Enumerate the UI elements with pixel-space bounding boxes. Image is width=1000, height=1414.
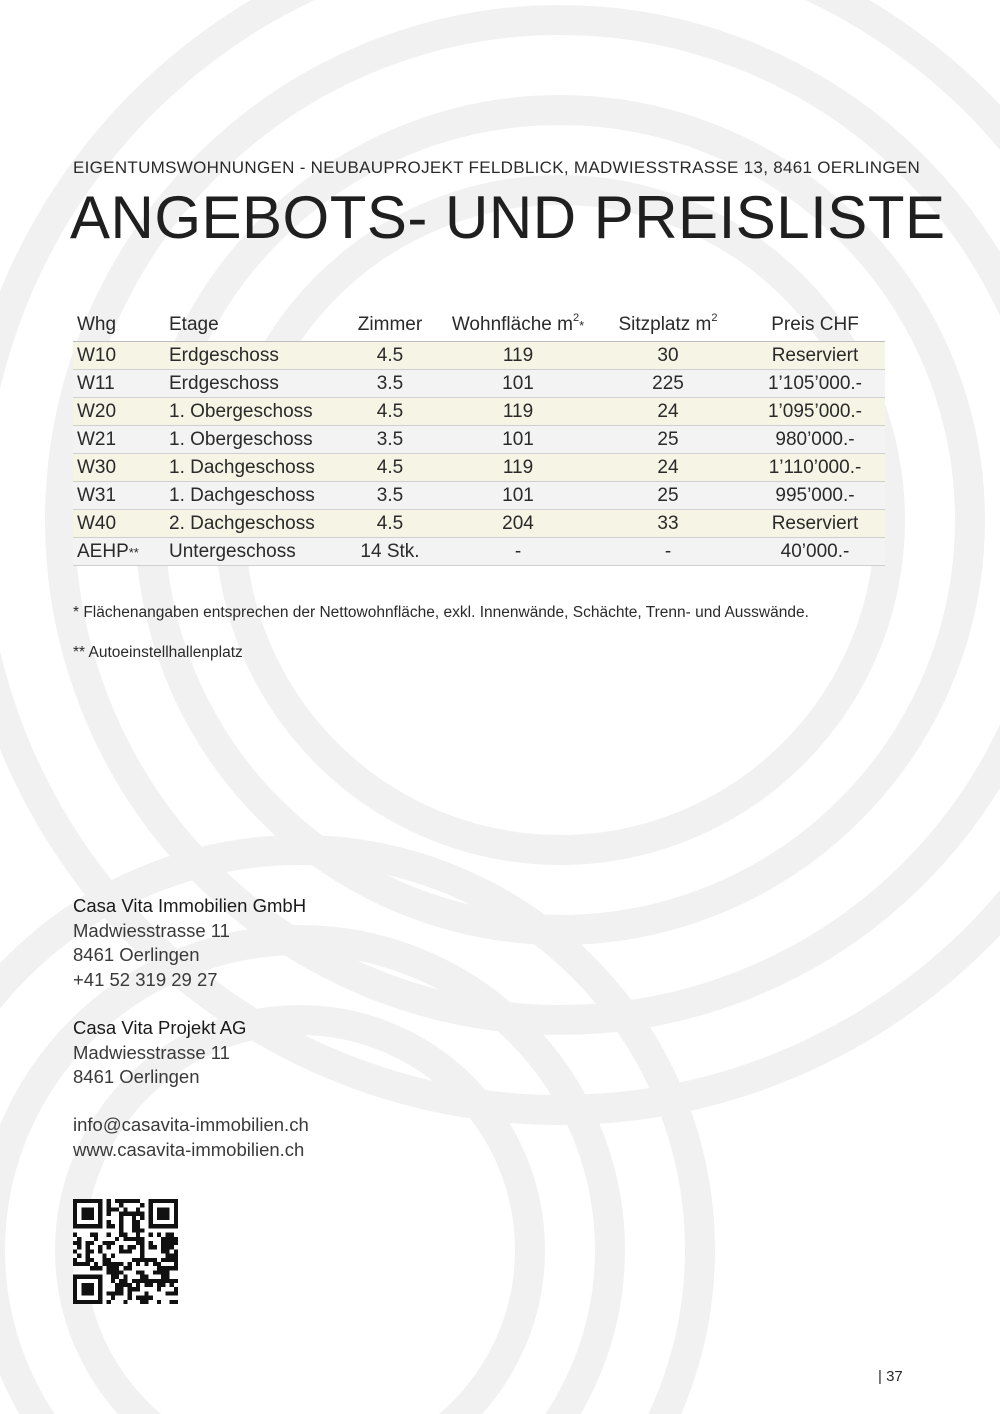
cell-preis: 995’000.- (745, 482, 885, 510)
cell-preis: 980’000.- (745, 426, 885, 454)
cell-zimmer: 3.5 (335, 482, 445, 510)
contact-web-block (73, 1113, 309, 1162)
cell-sitzplatz: 30 (591, 342, 745, 370)
table-row (73, 454, 885, 482)
cell-whg (73, 538, 165, 566)
cell-whg-label: W20 (77, 400, 117, 422)
cell-sitzplatz: 33 (591, 510, 745, 538)
cell-whg (73, 370, 165, 398)
cell-wohnflaeche: 119 (445, 454, 591, 482)
cell-etage: Erdgeschoss (165, 370, 335, 398)
cell-zimmer: 3.5 (335, 426, 445, 454)
col-header-etage: Etage (169, 314, 219, 335)
page-title: ANGEBOTS- UND PREISLISTE (70, 184, 946, 251)
col-header-wohnflaeche (445, 309, 591, 342)
cell-zimmer: 4.5 (335, 398, 445, 426)
cell-sitzplatz: 25 (591, 482, 745, 510)
cell-whg-label: W10 (77, 344, 117, 366)
col-header-wohnflaeche-mark: * (579, 318, 585, 333)
price-table (73, 309, 885, 566)
cell-etage: 1. Obergeschoss (165, 426, 335, 454)
col-header-sitzplatz (591, 309, 745, 342)
company-street: Madwiesstrasse 11 (73, 919, 230, 941)
cell-etage: 1. Obergeschoss (165, 398, 335, 426)
table-row (73, 426, 885, 454)
contact-block-immobilien (73, 894, 306, 992)
cell-whg (73, 510, 165, 538)
website-link[interactable]: www.casavita-immobilien.ch (73, 1138, 305, 1160)
cell-zimmer: 14 Stk. (335, 538, 445, 566)
cell-preis: Reserviert (745, 510, 885, 538)
cell-etage: 1. Dachgeschoss (165, 482, 335, 510)
col-header-sitzplatz-label: Sitzplatz m (618, 314, 712, 335)
page-number: | 37 (878, 1368, 903, 1385)
cell-sitzplatz: 25 (591, 426, 745, 454)
cell-whg-label: W21 (77, 428, 117, 450)
col-header-preis: Preis CHF (771, 314, 859, 335)
cell-etage: Erdgeschoss (165, 342, 335, 370)
table-header-row (73, 309, 885, 342)
cell-etage: 2. Dachgeschoss (165, 510, 335, 538)
cell-preis: 1’110’000.- (745, 454, 885, 482)
cell-wohnflaeche: 119 (445, 342, 591, 370)
company-city: 8461 Oerlingen (73, 944, 200, 965)
footnote-parking-note: ** Autoeinstellhallenplatz (73, 644, 243, 661)
cell-preis: 1’095’000.- (745, 398, 885, 426)
cell-sitzplatz: 24 (591, 454, 745, 482)
col-header-sitzplatz-sup: 2 (711, 312, 718, 324)
table-row (73, 342, 885, 370)
table-row (73, 538, 885, 566)
cell-whg-label: W30 (77, 456, 117, 478)
company-city: 8461 Oerlingen (73, 1066, 200, 1087)
cell-wohnflaeche: 204 (445, 510, 591, 538)
table-row (73, 370, 885, 398)
col-header-zimmer: Zimmer (357, 314, 423, 335)
cell-whg (73, 342, 165, 370)
cell-whg (73, 398, 165, 426)
cell-wohnflaeche: 101 (445, 482, 591, 510)
cell-wohnflaeche: 101 (445, 370, 591, 398)
cell-sitzplatz: 225 (591, 370, 745, 398)
cell-preis: Reserviert (745, 342, 885, 370)
cell-whg (73, 454, 165, 482)
cell-etage: Untergeschoss (165, 538, 335, 566)
cell-sitzplatz: 24 (591, 398, 745, 426)
contact-block-projekt (73, 1016, 246, 1090)
cell-zimmer: 4.5 (335, 510, 445, 538)
cell-wohnflaeche: 119 (445, 398, 591, 426)
cell-zimmer: 4.5 (335, 342, 445, 370)
company-name: Casa Vita Projekt AG (73, 1017, 247, 1038)
cell-preis: 1’105’000.- (745, 370, 885, 398)
col-header-wohnflaeche-label: Wohnfläche m (451, 314, 573, 335)
cell-zimmer: 3.5 (335, 370, 445, 398)
cell-whg (73, 426, 165, 454)
company-street: Madwiesstrasse 11 (73, 1041, 230, 1063)
company-phone[interactable]: +41 52 319 29 27 (73, 968, 218, 990)
cell-wohnflaeche: 101 (445, 426, 591, 454)
table-row (73, 398, 885, 426)
cell-whg-mark: ** (128, 544, 139, 560)
cell-zimmer: 4.5 (335, 454, 445, 482)
cell-etage: 1. Dachgeschoss (165, 454, 335, 482)
cell-whg-label: W31 (77, 484, 117, 506)
footnote-area-note: * Flächenangaben entsprechen der Nettowohnfläche, exkl. Innenwände, Schächte, Trenn- und Ausswände. (73, 604, 809, 621)
cell-whg-label: W11 (77, 372, 115, 394)
table-row (73, 510, 885, 538)
col-header-wohnflaeche-sup: 2 (572, 312, 580, 324)
cell-sitzplatz: - (591, 538, 745, 566)
qr-code-icon[interactable] (73, 1199, 178, 1304)
email-link[interactable]: info@casavita-immobilien.ch (73, 1114, 309, 1135)
cell-whg-label: AEHP (77, 540, 129, 562)
cell-wohnflaeche: - (445, 538, 591, 566)
cell-whg (73, 482, 165, 510)
document-subtitle: EIGENTUMSWOHNUNGEN - NEUBAUPROJEKT FELDBLICK, MADWIESSTRASSE 13, 8461 OERLINGEN (73, 158, 921, 177)
cell-preis: 40’000.- (745, 538, 885, 566)
table-row (73, 482, 885, 510)
col-header-whg: Whg (77, 314, 117, 335)
company-name: Casa Vita Immobilien GmbH (73, 895, 307, 916)
cell-whg-label: W40 (77, 512, 117, 534)
